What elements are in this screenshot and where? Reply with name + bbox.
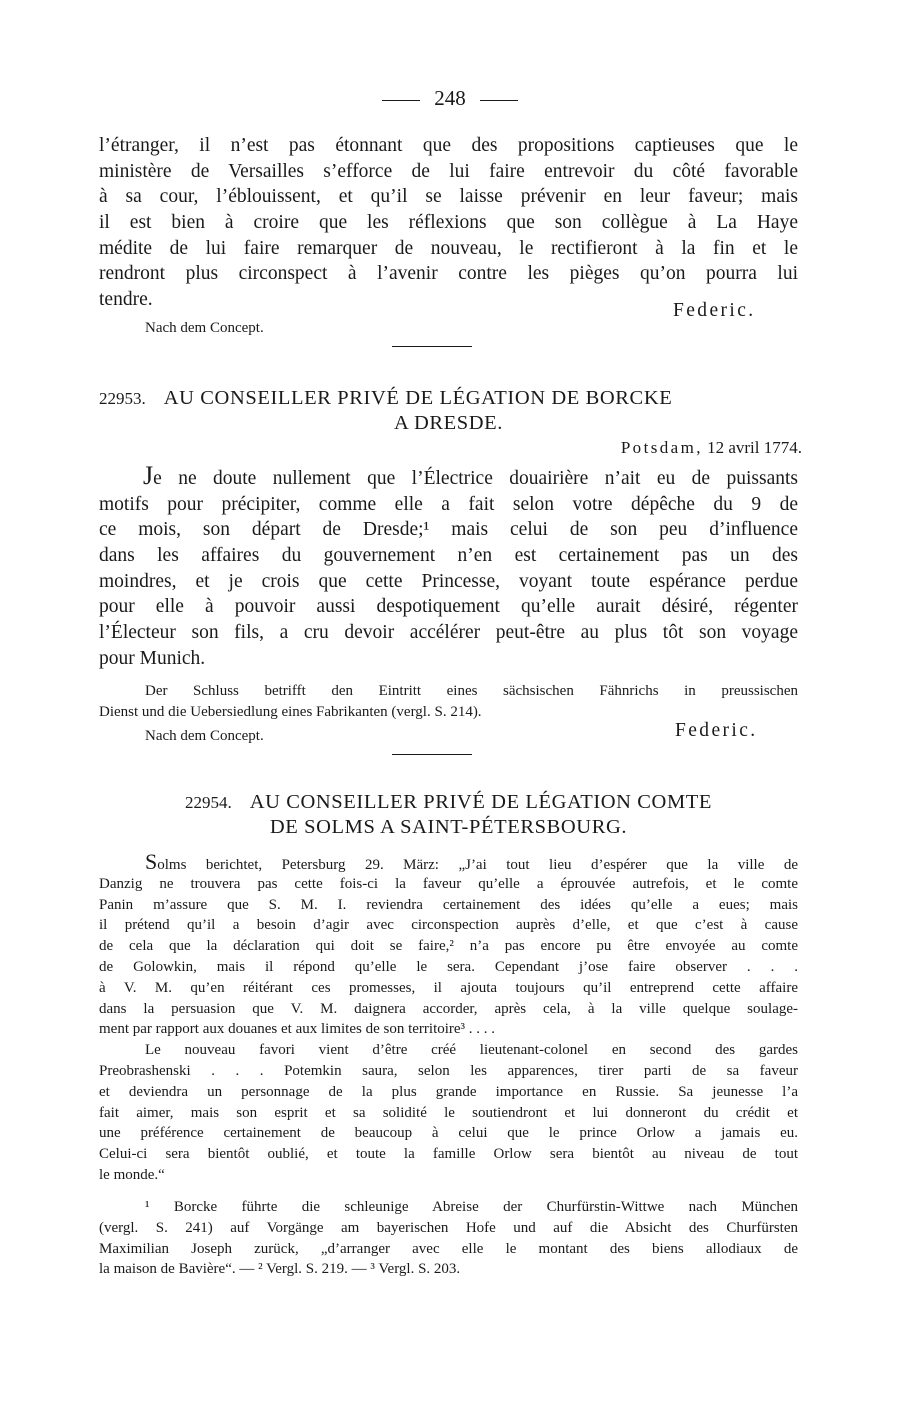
- text-line: ment par rapport aux douanes et aux limites de son territoire³ . . . .: [99, 1021, 496, 1038]
- page-number: [0, 86, 900, 111]
- letter-date: [621, 438, 802, 458]
- text-line: moindres, et je crois que cette Princesse, voyant toute espérance perdue: [99, 570, 798, 592]
- heading-line: AU CONSEILLER PRIVÉ DE LÉGATION COMTE: [249, 791, 713, 813]
- heading-line: AU CONSEILLER PRIVÉ DE LÉGATION DE BORCKE: [163, 387, 673, 409]
- date-place: Potsdam,: [620, 438, 703, 457]
- text-line: Celui-ci sera bientôt oublié, et toute la famille Orlow sera bientôt au niveau de tout: [99, 1146, 798, 1163]
- report-excerpt: [99, 849, 798, 1186]
- letter-number: 22953.: [99, 389, 146, 408]
- text-line: Dienst und die Uebersiedlung eines Fabrikanten (vergl. S. 214).: [99, 703, 482, 720]
- footnote-line: la maison de Bavière“. — ² Vergl. S. 219. — ³ Vergl. S. 203.: [99, 1261, 461, 1278]
- carryover-paragraph: [99, 133, 798, 313]
- text-line: une préférence certainement de beaucoup à celui que le prince Orlow a jamais eu.: [99, 1125, 798, 1142]
- footnote-line: ¹ Borcke führte die schleunige Abreise der Churfürstin-Wittwe nach München: [145, 1199, 798, 1215]
- text-line: et deviendra un personnage de la plus grande importance en Russie. Sa jeunesse l’a: [99, 1083, 798, 1100]
- section-divider: [392, 346, 472, 347]
- text-line: de cela que la déclaration qui doit se faire,² n’a pas encore pu être envoyée au comte: [99, 938, 798, 955]
- letter-number: 22954.: [184, 793, 232, 812]
- text-line: Le nouveau favori vient d’être créé lieutenant-colonel en second des gardes: [145, 1042, 798, 1059]
- heading-line: DE SOLMS A SAINT-PÉTERSBOURG.: [269, 816, 628, 838]
- text-line: pour Munich.: [99, 647, 206, 669]
- heading-line: A DRESDE.: [393, 412, 504, 434]
- text-line: Preobrashenski . . . Potemkin saura, selon les apparences, tirer parti de sa faveur: [99, 1062, 798, 1079]
- source-note: Nach dem Concept.: [145, 320, 264, 336]
- text-line: l’étranger, il n’est pas étonnant que des propositions captieuses que le: [99, 135, 798, 156]
- footnote-line: Maximilian Joseph zurück, „d’arranger avec elle le montant des biens allodiaux de: [99, 1240, 798, 1257]
- letter-body: [99, 461, 798, 672]
- text-line: à V. M. qu’en réitérant ces promesses, il ajouta toujours qu’il entreprend cette affaire: [99, 979, 798, 996]
- text-line: de Golowkin, mais il répond qu’elle le sera. Cependant j’ose faire observer . . .: [99, 958, 798, 975]
- source-note: Nach dem Concept.: [145, 728, 264, 744]
- drop-initial: J: [143, 461, 154, 490]
- section-divider: [392, 754, 472, 755]
- text-line: médite de lui faire remarquer de nouveau, le rectifieront à la fin et le: [99, 237, 798, 259]
- date-value: 12 avril 1774.: [707, 438, 802, 457]
- header-dash-right: [480, 100, 518, 101]
- text-line: ce mois, son départ de Dresde;¹ mais celui de son peu d’influence: [99, 519, 798, 541]
- signature: Federic.: [673, 300, 756, 321]
- text-line: fait aimer, mais son esprit et sa solidité le soutiendront et lui donneront du crédit et: [99, 1104, 798, 1121]
- text-line: rendront plus circonspect à l’avenir contre les pièges qu’on pourra lui: [99, 263, 798, 285]
- text-line: il prétend qu’il a besoin d’agir avec circonspection auprès d’elle, et que c’est à cause: [99, 917, 798, 934]
- text-line: Der Schluss betrifft den Eintritt eines sächsischen Fähnrichs in preussischen: [145, 683, 798, 699]
- text-line: ministère de Versailles s’efforce de lui faire entrevoir du côté favorable: [99, 160, 798, 182]
- header-dash-left: [382, 100, 420, 101]
- text-line: Panin m’assure que S. M. I. reviendra certainement des idées qu’elle a eues; mais: [99, 896, 798, 913]
- text-line-content: e ne doute nullement que l’Électrice douairière n’ait eu de puissants: [153, 468, 798, 489]
- text-line: [99, 849, 798, 874]
- text-line: le monde.“: [99, 1166, 165, 1183]
- letter-heading: [99, 386, 798, 436]
- text-line: l’Électeur son fils, a cru devoir accélérer peut-être au plus tôt son voyage: [99, 622, 798, 644]
- text-line: motifs pour précipiter, comme elle a fait selon votre dépêche du 9 de: [99, 493, 798, 515]
- drop-initial: S: [145, 849, 158, 874]
- text-line: dans les affaires du gouvernement n’en est certainement pas un des: [99, 545, 798, 567]
- text-line: pour elle à pouvoir aussi despotiquement qu’elle aurait désiré, régenter: [99, 596, 798, 618]
- text-line: il est bien à croire que les réflexions que son collègue à La Haye: [99, 212, 798, 234]
- footnotes: [99, 1197, 798, 1280]
- text-line: dans la persuasion que V. M. daignera accorder, après cela, à la ville quelque soulage-: [99, 1000, 798, 1017]
- text-line: tendre.: [99, 289, 153, 311]
- text-line: Danzig ne trouvera pas cette fois-ci la faveur qu’elle a éprouvée autrefois, et le comte: [99, 875, 798, 892]
- text-line: [99, 461, 798, 492]
- text-line-content: olms berichtet, Petersburg 29. März: „J’ai tout lieu d’espérer que la ville de: [157, 857, 798, 873]
- letter-heading: [99, 790, 798, 840]
- footnote-line: (vergl. S. 241) auf Vorgänge am bayerischen Hofe und auf die Absicht des Churfürsten: [99, 1219, 798, 1236]
- page-number-text: 248: [434, 86, 466, 110]
- signature: Federic.: [675, 720, 758, 741]
- text-line: à sa cour, l’éblouissent, et qu’il se laisse prévenir en leur faveur; mais: [99, 186, 798, 208]
- editorial-note: [99, 681, 798, 723]
